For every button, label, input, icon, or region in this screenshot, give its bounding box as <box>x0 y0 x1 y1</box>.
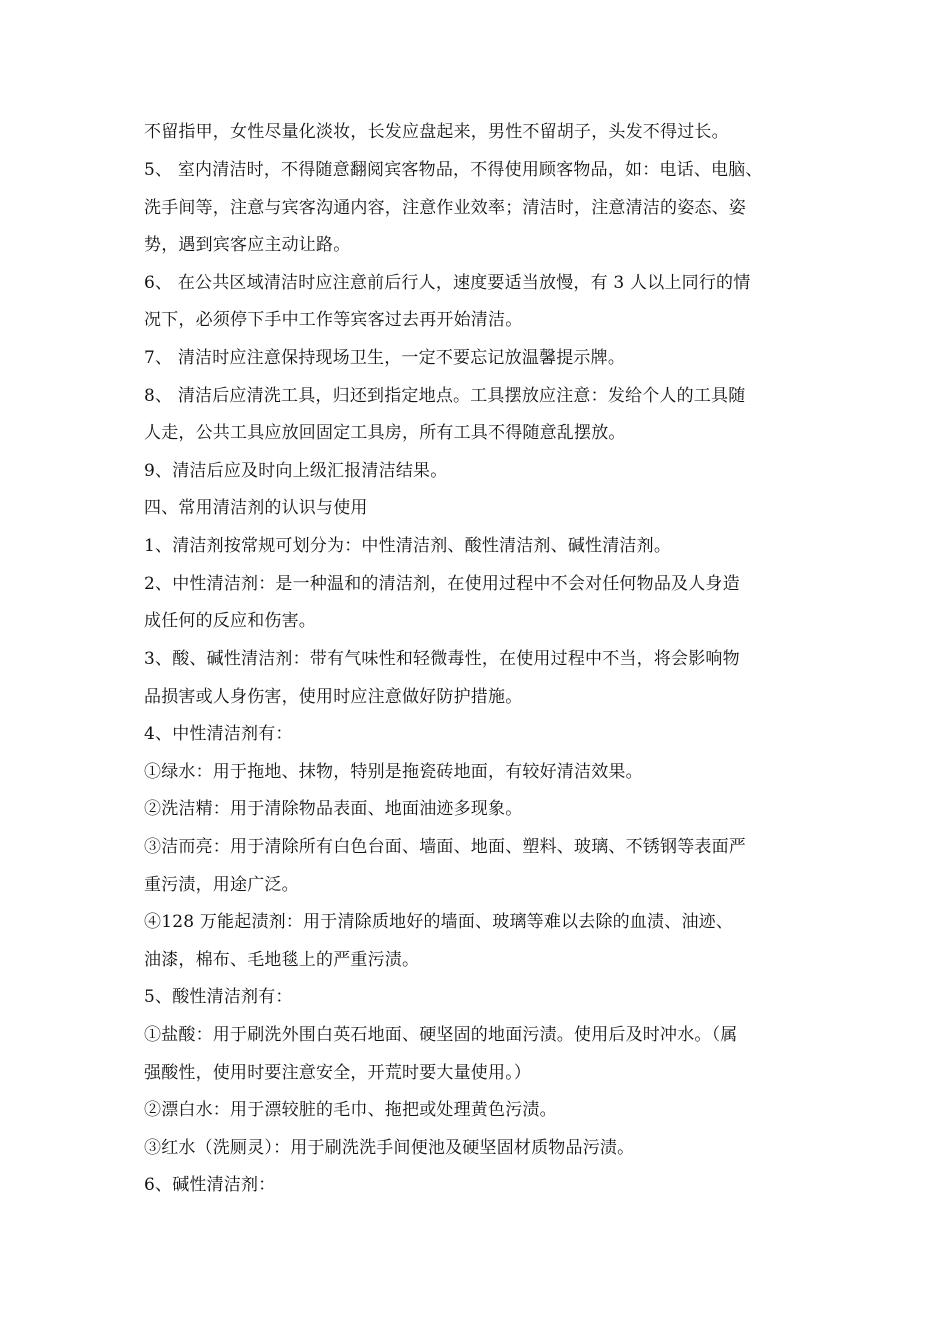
text-line: 人走，公共工具应放回固定工具房，所有工具不得随意乱摆放。 <box>144 423 626 443</box>
text-line: 5、 室内清洁时，不得随意翻阅宾客物品，不得使用顾客物品，如：电话、电脑、 <box>144 160 763 180</box>
text-line: ③红水（洗厕灵）：用于刷洗洗手间便池及硬坚固材质物品污渍。 <box>144 1138 635 1158</box>
text-line: 况下，必须停下手中工作等宾客过去再开始清洁。 <box>144 310 523 330</box>
text-line: 8、 清洁后应清洗工具，归还到指定地点。工具摆放应注意：发给个人的工具随 <box>144 386 746 406</box>
text-line: 1、清洁剂按常规可划分为：中性清洁剂、酸性清洁剂、碱性清洁剂。 <box>144 536 672 556</box>
text-line: 势，遇到宾客应主动让路。 <box>144 235 351 255</box>
text-line: 3、酸、碱性清洁剂：带有气味性和轻微毒性，在使用过程中不当，将会影响物 <box>144 649 740 669</box>
text-line: 成任何的反应和伤害。 <box>144 611 316 631</box>
text-line: ④128 万能起渍剂：用于清除质地好的墙面、玻璃等难以去除的血渍、油迹、 <box>144 912 734 932</box>
text-line: 品损害或人身伤害，使用时应注意做好防护措施。 <box>144 687 523 707</box>
text-line: 洗手间等，注意与宾客沟通内容，注意作业效率；清洁时，注意清洁的姿态、姿 <box>144 198 746 218</box>
text-line: 2、中性清洁剂：是一种温和的清洁剂，在使用过程中不会对任何物品及人身造 <box>144 574 740 594</box>
text-line: 5、酸性清洁剂有： <box>144 987 293 1007</box>
text-line: ③洁而亮：用于清除所有白色台面、墙面、地面、塑料、玻璃、不锈钢等表面严 <box>144 837 746 857</box>
text-line: 不留指甲，女性尽量化淡妆，长发应盘起来，男性不留胡子，头发不得过长。 <box>144 122 729 142</box>
text-line: 6、碱性清洁剂： <box>144 1175 276 1195</box>
text-line: 重污渍，用途广泛。 <box>144 875 299 895</box>
text-line: ②洗洁精：用于清除物品表面、地面油迹多现象。 <box>144 799 523 819</box>
text-line: 油漆，棉布、毛地毯上的严重污渍。 <box>144 950 420 970</box>
text-line: ①绿水：用于拖地、抹物，特别是拖瓷砖地面，有较好清洁效果。 <box>144 762 643 782</box>
text-line: ①盐酸：用于刷洗外围白英石地面、硬坚固的地面污渍。使用后及时冲水。（属 <box>144 1025 738 1045</box>
text-line: 7、 清洁时应注意保持现场卫生，一定不要忘记放温馨提示牌。 <box>144 348 626 368</box>
text-line: 6、 在公共区域清洁时应注意前后行人，速度要适当放慢，有 3 人以上同行的情 <box>144 273 751 293</box>
text-line: 4、中性清洁剂有： <box>144 724 293 744</box>
text-line: ②漂白水：用于漂较脏的毛巾、拖把或处理黄色污渍。 <box>144 1100 557 1120</box>
section-heading: 四、常用清洁剂的认识与使用 <box>144 498 368 518</box>
text-line: 强酸性，使用时要注意安全，开荒时要大量使用。） <box>144 1063 532 1083</box>
text-line: 9、清洁后应及时向上级汇报清洁结果。 <box>144 461 448 481</box>
